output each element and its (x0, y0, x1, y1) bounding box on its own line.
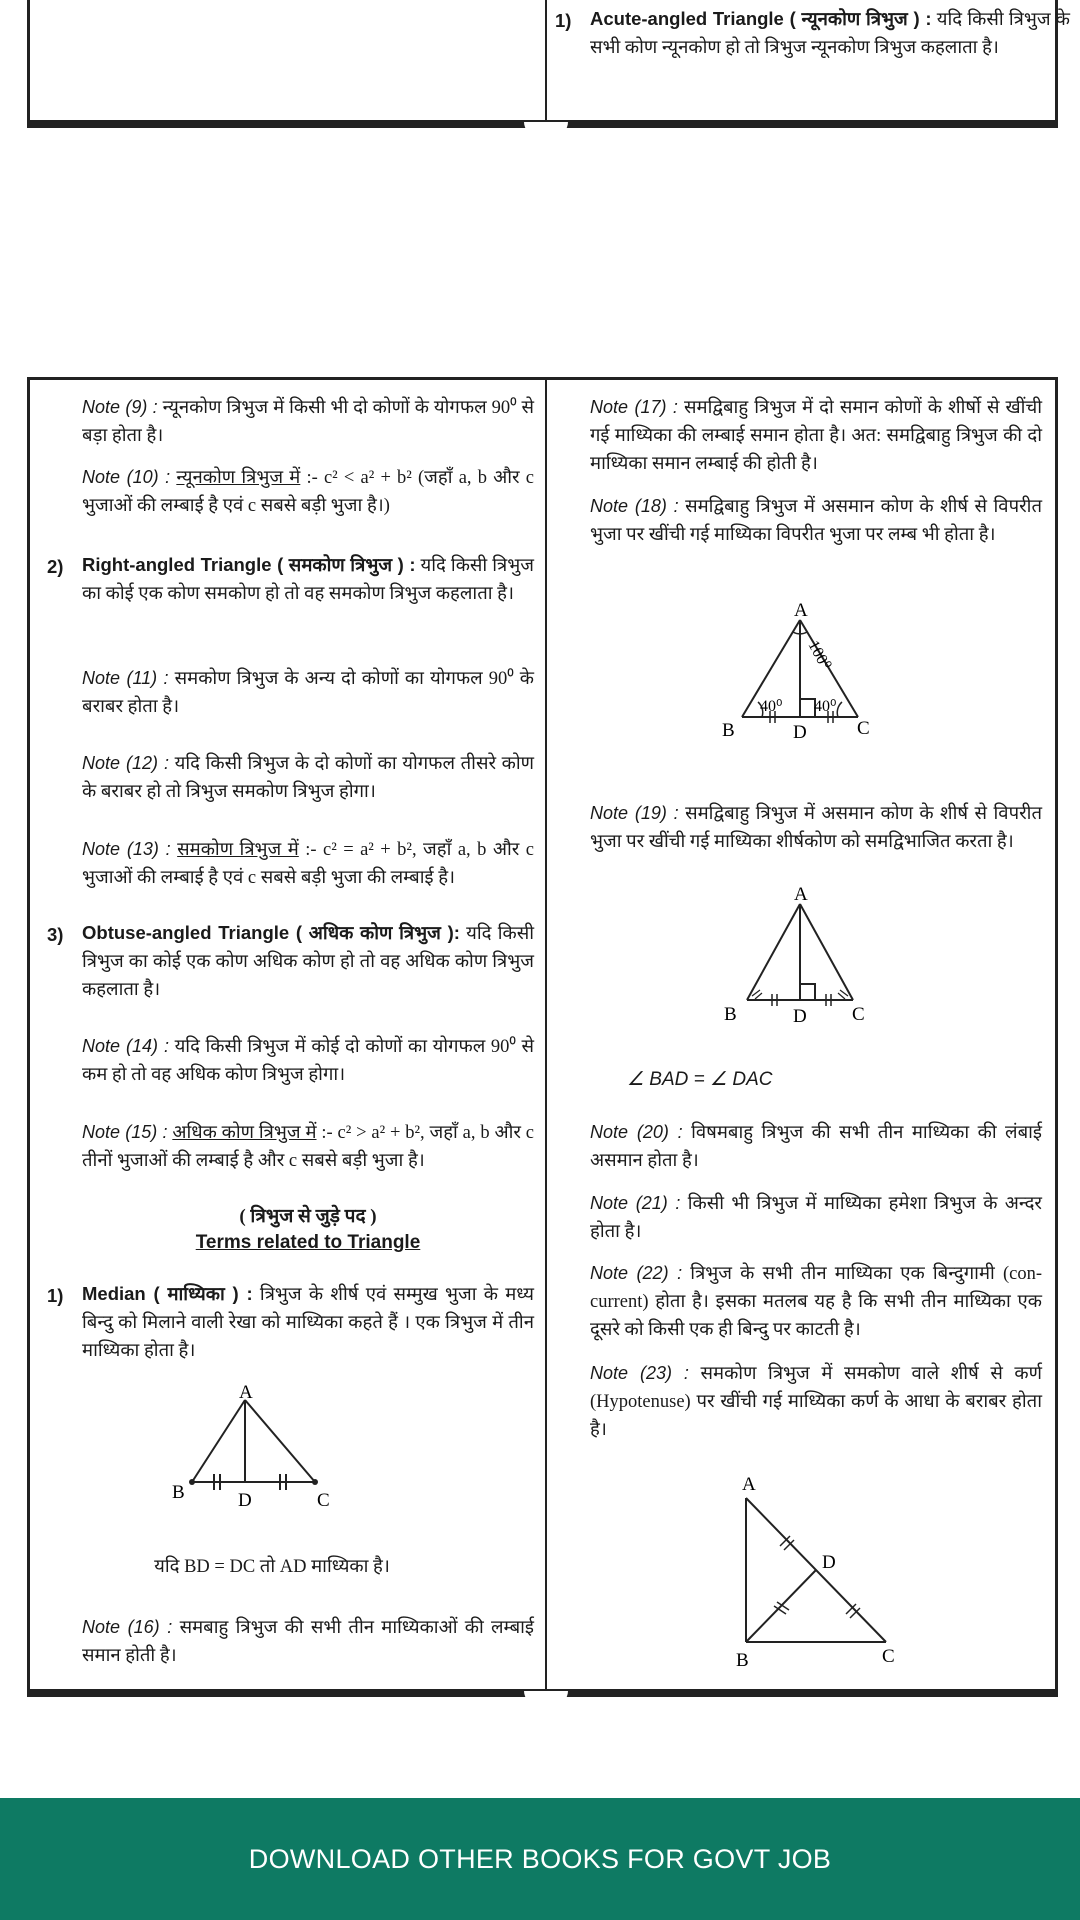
note-13: Note (13) : समकोण त्रिभुज में :- c² = a² + b², जहाँ a, b और c भुजाओं की लम्बाई है एवं c सबसे बड़ी भुजा की लम्बाई है। (82, 839, 534, 888)
top-page-box (27, 0, 1070, 128)
median-caption: यदि BD = DC तो AD माध्यिका है। (154, 1557, 390, 1577)
vertex-label-a: A (794, 884, 808, 905)
right-angled-triangle: Right-angled Triangle ( समकोण त्रिभुज ) : यदि किसी त्रिभुज का कोई एक कोण समकोण हो तो वह समकोण त्रिभुज कहलाता है। (82, 554, 534, 604)
vertex-label-d: D (238, 1490, 252, 1511)
right-triangle-median-figure (710, 1470, 940, 1670)
note-12: Note (12) : यदि किसी त्रिभुज के दो कोणों का योगफल तीसरे कोण के बराबर हो तो त्रिभुज समकोण त्रिभुज होगा। (82, 753, 534, 802)
section-heading (82, 1204, 534, 1256)
note-17: Note (17) : समद्विबाहु त्रिभुज में दो समान कोणों के शीर्षो से खींची गई माध्यिका की लम्बाई समान होता है। अत: समद्विबाहु त्रिभुज की दो माध्यिका समान लम्बाई की होती है। (590, 397, 1043, 474)
note-16: Note (16) : समबाहु त्रिभुज की सभी तीन माध्यिकाओं की लम्बाई समान होती है। (82, 1617, 535, 1666)
angle-label-c: 40⁰ (814, 698, 837, 715)
note-19: Note (19) : समद्विबाहु त्रिभुज में असमान कोण के शीर्ष से विपरीत भुजा पर खींची गई माध्यिका शीर्षकोण को समद्विभाजित करता है। (590, 803, 1042, 852)
angle-label-top: 100⁰ (804, 637, 834, 673)
vertex-label-c: C (317, 1490, 330, 1511)
vertex-label-b: B (722, 720, 735, 741)
note-21: Note (21) : किसी भी त्रिभुज में माध्यिका हमेशा त्रिभुज के अन्दर होता है। (590, 1193, 1043, 1242)
item-number: 2) (47, 556, 64, 577)
vertex-label-d: D (822, 1552, 836, 1573)
obtuse-angled-triangle: Obtuse-angled Triangle ( अधिक कोण त्रिभुज ): यदि किसी त्रिभुज का कोई एक कोण अधिक कोण हो तो वह अधिक कोण त्रिभुज कहलाता है। (82, 922, 534, 1000)
vertex-label-a: A (742, 1474, 756, 1495)
vertex-label-c: C (882, 1646, 895, 1667)
isosceles-bisector-figure (700, 880, 930, 1030)
acute-triangle-text: Acute-angled Triangle ( न्यूनकोण त्रिभुज ) : यदि किसी त्रिभुज के सभी कोण न्यूनकोण हो तो त्रिभुज न्यूनकोण त्रिभुज कहलाता है। (590, 8, 1070, 58)
median-definition: Median ( माध्यिका ) : त्रिभुज के शीर्ष एवं सम्मुख भुजा के मध्य बिन्दु को मिलाने वाली रेखा को माध्यिका कहते हैं । एक त्रिभुज में तीन माध्यिका होता है। (82, 1283, 534, 1361)
column-divider (545, 0, 547, 120)
note-23: Note (23) : समकोण त्रिभुज में समकोण वाले शीर्ष से कर्ण (Hypotenuse) पर खींची गई माध्यिका कर्ण के आधा के बराबर होता है। (590, 1363, 1042, 1440)
note-22: Note (22) : त्रिभुज के सभी तीन माध्यिका एक बिन्दुगामी (con-current) होता है। इसका मतलब यह है कि सभी तीन माध्यिका एक दूसरे को किसी एक ही बिन्दु पर काटती है। (590, 1263, 1042, 1340)
vertex-label-d: D (793, 1006, 807, 1027)
vertex-label-a: A (794, 600, 808, 621)
item-number: 1) (47, 1285, 64, 1306)
download-banner[interactable] (0, 1798, 1080, 1920)
vertex-label-b: B (172, 1482, 185, 1503)
vertex-label-d: D (793, 722, 807, 743)
note-14: Note (14) : यदि किसी त्रिभुज में कोई दो कोणों का योगफल 90⁰ से कम हो तो वह अधिक कोण त्रिभुज होगा। (82, 1036, 534, 1085)
vertex-label-b: B (736, 1650, 749, 1671)
item-number: 1) (555, 10, 572, 31)
heading-english: Terms related to Triangle (195, 1232, 421, 1253)
vertex-label-c: C (857, 718, 870, 739)
note-11: Note (11) : समकोण त्रिभुज के अन्य दो कोणों का योगफल 90⁰ के बराबर होता है। (82, 668, 535, 717)
vertex-label-c: C (852, 1004, 865, 1025)
note-15: Note (15) : अधिक कोण त्रिभुज में :- c² > a² + b², जहाँ a, b और c तीनों भुजाओं की लम्बाई है और c सबसे बड़ी भुजा है। (82, 1122, 534, 1171)
note-18: Note (18) : समद्विबाहु त्रिभुज में असमान कोण के शीर्ष से विपरीत भुजा पर खींची गई माध्यिका विपरीत भुजा पर लम्ब भी होता है। (590, 496, 1042, 545)
main-page-box (27, 377, 1058, 1697)
vertex-label-a: A (239, 1382, 253, 1403)
heading-hindi: ( त्रिभुज से जुड़े पद ) (239, 1206, 377, 1227)
column-divider (545, 380, 547, 1689)
download-banner-label: DOWNLOAD OTHER BOOKS FOR GOVT JOB (248, 1843, 832, 1874)
note-10: Note (10) : न्यूनकोण त्रिभुज में :- c² < a² + b² (जहाँ a, b और c भुजाओं की लम्बाई है एवं c सबसे बड़ी भुजा है।) (82, 467, 535, 516)
page-bump (524, 1691, 568, 1705)
median-figure (172, 1382, 430, 1520)
note-9: Note (9) : न्यूनकोण त्रिभुज में किसी भी दो कोणों के योगफल 90⁰ से बड़ा होता है। (82, 397, 534, 446)
angle-label-b: 40⁰ (760, 698, 783, 715)
vertex-label-b: B (724, 1004, 737, 1025)
note-20: Note (20) : विषमबाहु त्रिभुज की सभी तीन माध्यिका की लंबाई असमान होता है। (590, 1122, 1043, 1171)
angle-formula: ∠ BAD = ∠ DAC (627, 1069, 773, 1090)
item-number: 3) (47, 924, 64, 945)
page-bump (524, 122, 568, 136)
isosceles-angle-figure (700, 600, 930, 750)
